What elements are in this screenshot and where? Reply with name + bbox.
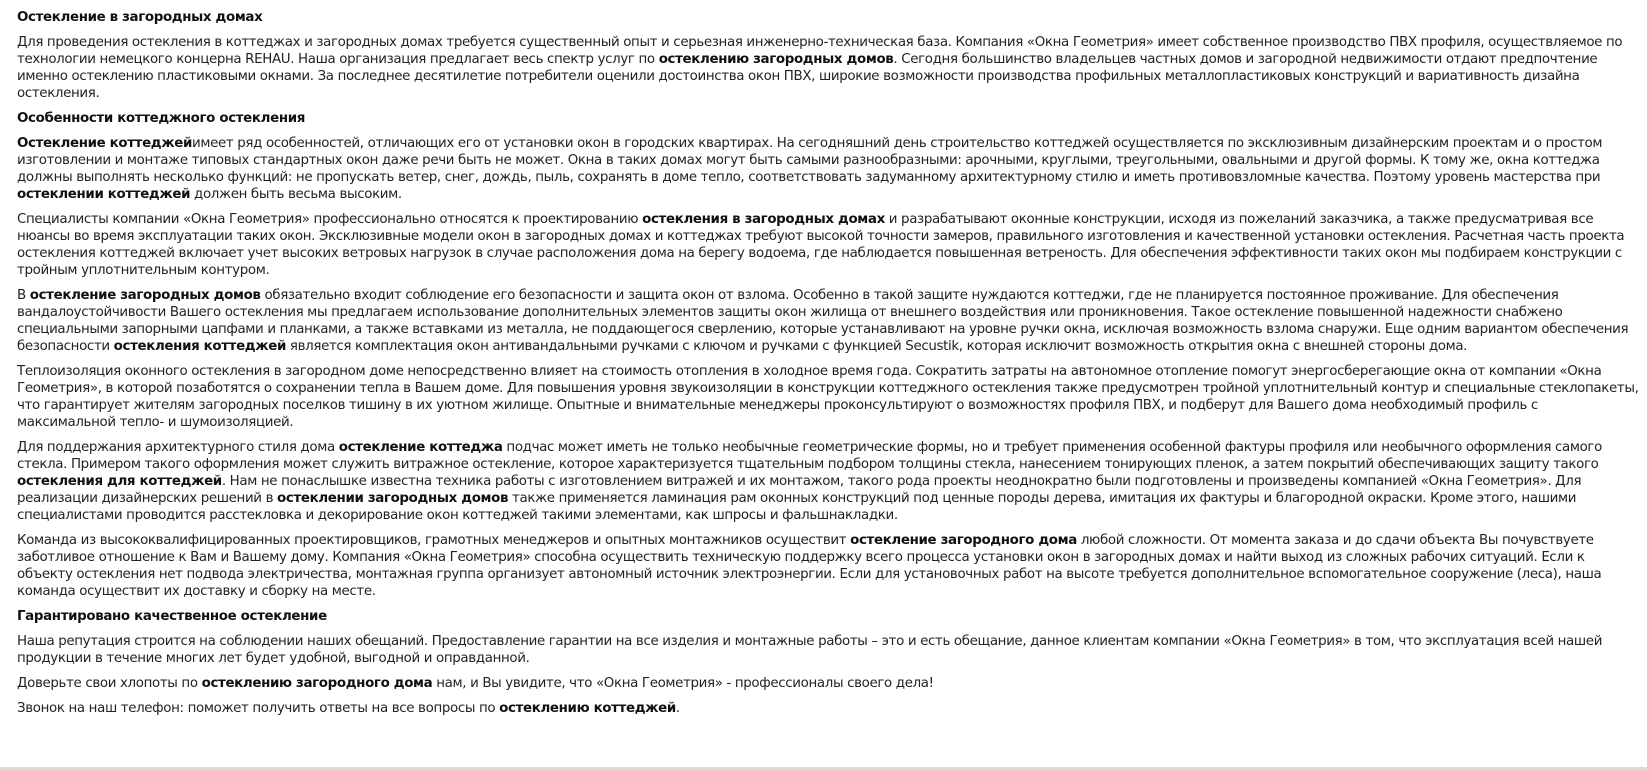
keyword: остекления коттеджей xyxy=(113,339,287,354)
heading-guaranteed-quality: Гарантировано качественное остекление xyxy=(17,609,327,624)
keyword: остеклению коттеджей xyxy=(499,701,676,716)
keyword: остекления в загородных домах xyxy=(642,212,885,227)
paragraph-architecture: Для поддержания архитектурного стиля дома остекление коттеджа подчас может иметь не только необычные геометрические формы, но и требует применения особенной фактуры профиля или необычного оформления самого стекла. Примером такого оформления может служить витражное остекление, которое характеризуется тщательным подбором толщины стекла, нанесением тонирующих пленок, а затем покрытий обеспечивающих защиту такого остекления для коттеджей. Нам не понаслышке известна техника работы с изготовлением витражей и их монтажом, такого рода проекты неоднократно были подготовлены и произведены компанией «Окна Геометрия». Для реализации дизайнерских решений в остеклении загородных домов также применяется ламинация рам оконных конструкций под ценные породы дерева, имитация их фактуры и благородной окраски. Кроме этого, нашими специалистами проводится расстекловка и декорирование окон коттеджей такими элементами, как шпросы и фальшнакладки. xyxy=(17,440,1602,523)
heading-cottage-features: Особенности коттеджного остекления xyxy=(17,111,306,126)
paragraph-call: Звонок на наш телефон: поможет получить ответы на все вопросы по остеклению коттеджей. xyxy=(17,701,680,716)
paragraph-trust: Доверьте свои хлопоты по остеклению загородного дома нам, и Вы увидите, что «Окна Геометрия» - профессионалы своего дела! xyxy=(17,676,934,691)
keyword: остеклении коттеджей xyxy=(17,187,191,202)
keyword: остеклении загородных домов xyxy=(277,491,509,506)
keyword: остекление загородного дома xyxy=(850,533,1077,548)
keyword: остекление коттеджа xyxy=(338,440,503,455)
keyword: Остекление коттеджей xyxy=(17,136,193,151)
keyword: остекления для коттеджей xyxy=(17,474,222,489)
paragraph-security: В остекление загородных домов обязательно входит соблюдение его безопасности и защита окон от взлома. Особенно в такой защите нуждаются коттеджи, где не планируется постоянное проживание. Для обеспечения вандалоустойчивости Вашего остекления мы предлагаем использование дополнительных элементов защиты окон жилища от внешнего воздействия или проникновения. Такое остекление повышенной надежности снабжено специальными запорными цапфами и планками, а также вставками из металла, не поддающегося сверлению, которые устанавливают на уровне ручки окна, исключая возможность взлома снаружи. Еще одним вариантом обеспечения безопасности остекления коттеджей является комплектация окон антивандальными ручками с ключом и ручками с функцией Secustik, которая исключит возможность открытия окна с внешней стороны дома. xyxy=(17,288,1629,354)
keyword: остеклению загородных домов xyxy=(658,52,894,67)
keyword: остеклению загородного дома xyxy=(201,676,433,691)
heading-glazing-country-houses: Остекление в загородных домах xyxy=(17,10,263,25)
paragraph-intro: Для проведения остекления в коттеджах и загородных домах требуется существенный опыт и серьезная инженерно-техническая база. Компания «Окна Геометрия» имеет собственное производство ПВХ профиля, осуществляемое по технологии немецкого концерна REHAU. Наша организация предлагает весь спектр услуг по остеклению загородных домов. Сегодня большинство владельцев частных домов и загородной недвижимости отдают предпочтение именно остеклению пластиковыми окнами. За последнее десятилетие потребители оценили достоинства окон ПВХ, широкие возможности производства профильных металлопластиковых конструкций и вариативность дизайна остекления. xyxy=(17,35,1623,101)
paragraph-specialists: Специалисты компании «Окна Геометрия» профессионально относятся к проектированию остекления в загородных домах и разрабатывают оконные конструкции, исходя из пожеланий заказчика, а также предусматривая все нюансы во время эксплуатации таких окон. Эксклюзивные модели окон в загородных домах и коттеджах требуют высокой точности замеров, правильного изготовления и качественной установки остекления. Расчетная часть проекта остекления коттеджей включает учет высоких ветровых нагрузок в случае расположения дома на берегу водоема, где наблюдается повышенная ветреность. Для обеспечения эффективности таких окон мы подбираем конструкции с тройным уплотнительным контуром. xyxy=(17,212,1625,278)
paragraph-team: Команда из высококвалифицированных проектировщиков, грамотных менеджеров и опытных монтажников осуществит остекление загородного дома любой сложности. От момента заказа и до сдачи объекта Вы почувствуете заботливое отношение к Вам и Вашему дому. Компания «Окна Геометрия» способна осуществить техническую поддержку всего процесса установки окон в загородных домах и найти выход из сложных рабочих ситуаций. Если к объекту остекления нет подвода электричества, монтажная группа организует автономный источник электроэнергии. Если для установочных работ на высоте требуется дополнительное вспомогательное сооружение (леса), наша команда осуществит их доставку и сборку на месте. xyxy=(17,533,1602,599)
paragraph-insulation: Теплоизоляция оконного остекления в загородном доме непосредственно влияет на стоимость отопления в холодное время года. Сократить затраты на автономное отопление помогут энергосберегающие окна от компании «Окна Геометрия», в которой позаботятся о сохранении тепла в Вашем доме. Для повышения уровня звукоизоляции в конструкции коттеджного остекления также предусмотрен тройной уплотнительный контур и специальные стеклопакеты, что гарантирует жителям загородных поселков тишину в их уютном жилище. Опытные и внимательные менеджеры проконсультируют о возможностях профиля ПВХ, и подберут для Вашего дома необходимый профиль с максимальной тепло- и шумоизоляцией. xyxy=(17,364,1639,430)
article-body xyxy=(17,9,1639,725)
paragraph-features: Остекление коттеджейимеет ряд особенностей, отличающих его от установки окон в городских квартирах. На сегодняшний день строительство коттеджей осуществляется по эксклюзивным дизайнерским проектам и о простом изготовлении и монтаже типовых стандартных окон даже речи быть не может. Окна в таких домах могут быть самыми разнообразными: арочными, круглыми, треугольными, овальными и другой формы. К тому же, окна коттеджа должны выполнять несколько функций: не пропускать ветер, снег, дождь, пыль, сохранять в доме тепло, соответствовать задуманному архитектурному стилю и иметь противовзломные качества. Поэтому уровень мастерства при остеклении коттеджей должен быть весьма высоким. xyxy=(17,136,1603,202)
paragraph-reputation: Наша репутация строится на соблюдении наших обещаний. Предоставление гарантии на все изделия и монтажные работы – это и есть обещание, данное клиентам компании «Окна Геометрия» в том, что эксплуатация всей нашей продукции в течение многих лет будет удобной, выгодной и оправданной. xyxy=(17,634,1603,666)
keyword: остекление загородных домов xyxy=(29,288,261,303)
